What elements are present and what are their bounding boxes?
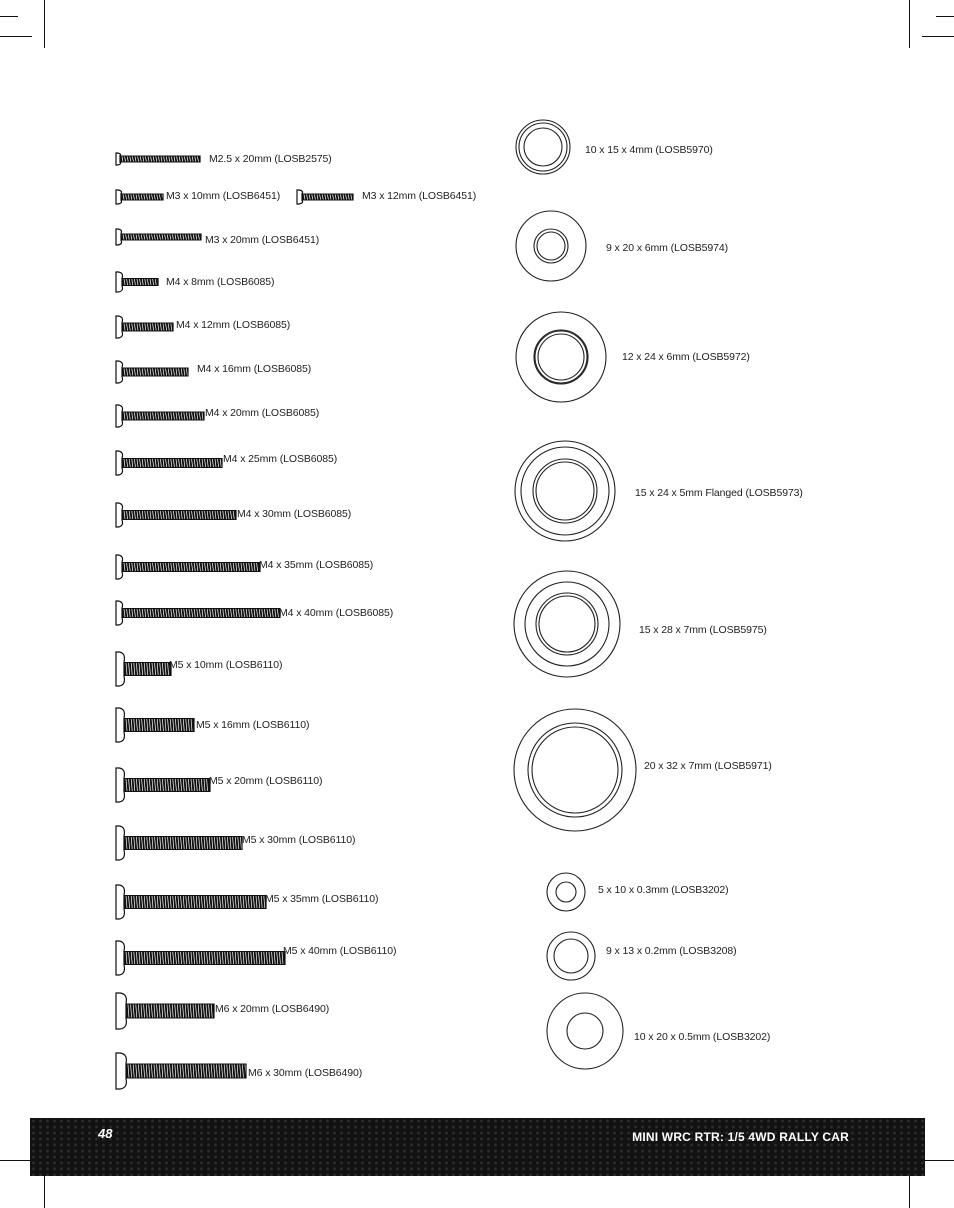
page-footer: [30, 1118, 925, 1176]
washer-label-10x20: 10 x 20 x 0.5mm (LOSB3202): [634, 1031, 771, 1043]
screw-label-m4x40: M4 x 40mm (LOSB6085): [279, 607, 394, 619]
screw-head-14: [116, 768, 124, 802]
screw-head-16: [116, 885, 124, 919]
screw-label-m4x16: M4 x 16mm (LOSB6085): [197, 363, 312, 375]
screw-label-m6x20: M6 x 20mm (LOSB6490): [215, 1003, 330, 1015]
bearing-outer-2: [516, 312, 606, 402]
screw-label-m5x30: M5 x 30mm (LOSB6110): [242, 834, 356, 846]
screw-label-m3x10: M3 x 10mm (LOSB6451): [166, 190, 281, 202]
bearing-outer-4: [514, 571, 620, 677]
page-number: 48: [98, 1126, 113, 1141]
washer-label-9x13: 9 x 13 x 0.2mm (LOSB3208): [606, 945, 737, 957]
bearing-outer-1: [516, 211, 586, 281]
screw-head-11: [116, 601, 123, 625]
screw-head-15: [116, 826, 124, 860]
bearing-outer-3: [515, 441, 615, 541]
screw-label-m3x20: M3 x 20mm (LOSB6451): [205, 234, 320, 246]
screw-label-m6x30: M6 x 30mm (LOSB6490): [248, 1067, 363, 1079]
screw-head-17: [116, 941, 124, 975]
screw-label-m3x12: M3 x 12mm (LOSB6451): [362, 190, 477, 202]
screw-head-19: [116, 1053, 126, 1089]
washer-outer-2: [547, 993, 623, 1069]
screw-label-m4x30: M4 x 30mm (LOSB6085): [237, 508, 352, 520]
screw-label-m5x10: M5 x 10mm (LOSB6110): [169, 659, 283, 671]
screw-head-10: [116, 555, 123, 579]
bearing-label-15x24x5-flanged: 15 x 24 x 5mm Flanged (LOSB5973): [635, 487, 803, 499]
screw-head-0: [116, 153, 121, 165]
screw-head-8: [116, 451, 123, 475]
screw-head-1: [116, 190, 122, 204]
screw-label-m5x16: M5 x 16mm (LOSB6110): [196, 719, 310, 731]
screw-head-13: [116, 708, 124, 742]
screw-label-m4x20: M4 x 20mm (LOSB6085): [205, 407, 320, 419]
bearing-label-10x15x4: 10 x 15 x 4mm (LOSB5970): [585, 144, 713, 156]
washer-label-5x10: 5 x 10 x 0.3mm (LOSB3202): [598, 884, 729, 896]
screw-head-12: [116, 652, 124, 686]
screw-head-7: [116, 405, 123, 427]
screw-head-2: [297, 190, 303, 204]
screw-label-m4x35: M4 x 35mm (LOSB6085): [259, 559, 374, 571]
screw-head-6: [116, 361, 123, 383]
bearing-label-15x28x7: 15 x 28 x 7mm (LOSB5975): [639, 624, 767, 636]
bearing-label-9x20x6: 9 x 20 x 6mm (LOSB5974): [606, 242, 729, 254]
screw-label-m2-5x20: M2.5 x 20mm (LOSB2575): [209, 153, 332, 165]
screw-head-9: [116, 503, 123, 527]
bearing-label-20x32x7: 20 x 32 x 7mm (LOSB5971): [644, 760, 772, 772]
screw-label-m4x25: M4 x 25mm (LOSB6085): [223, 453, 338, 465]
screw-label-m5x40: M5 x 40mm (LOSB6110): [283, 945, 397, 957]
screw-head-3: [116, 229, 122, 245]
screw-head-4: [116, 272, 123, 292]
screw-label-m4x8: M4 x 8mm (LOSB6085): [166, 276, 275, 288]
screw-head-18: [116, 993, 126, 1029]
screw-head-5: [116, 316, 123, 338]
screw-label-m4x12: M4 x 12mm (LOSB6085): [176, 319, 291, 331]
bearing-label-12x24x6: 12 x 24 x 6mm (LOSB5972): [622, 351, 750, 363]
washer-outer-0: [547, 873, 585, 911]
manual-title: MINI WRC RTR: 1/5 4WD RALLY CAR: [632, 1130, 849, 1144]
screw-label-m5x35: M5 x 35mm (LOSB6110): [265, 893, 379, 905]
screw-label-m5x20: M5 x 20mm (LOSB6110): [209, 775, 323, 787]
